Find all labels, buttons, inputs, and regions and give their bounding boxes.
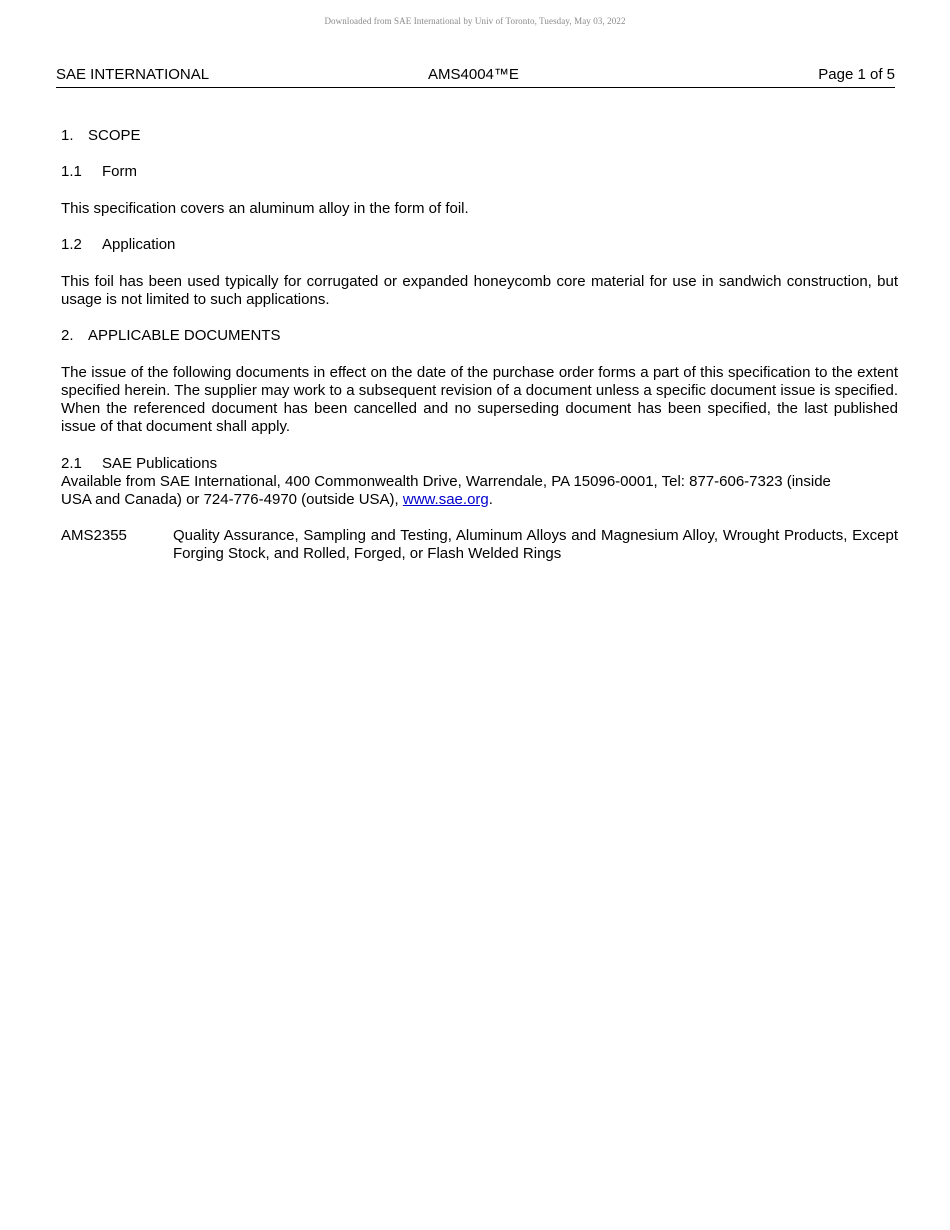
reference-code: AMS2355 — [61, 527, 127, 544]
header-organization: SAE INTERNATIONAL — [56, 66, 210, 83]
reference-item — [61, 527, 898, 563]
form-paragraph: This specification covers an aluminum alloy in the form of foil. — [61, 200, 469, 217]
section-number: 1.2 — [61, 236, 82, 253]
section-title: SCOPE — [88, 127, 141, 144]
header-page-indicator: Page 1 of 5 — [818, 66, 895, 83]
section-title: SAE Publications — [102, 455, 218, 472]
section-number: 2. — [61, 327, 74, 344]
contact-text: USA and Canada) or 724-776-4970 (outside USA), — [61, 491, 403, 508]
section-number: 1. — [61, 127, 74, 144]
section-applicable-documents-heading — [61, 327, 898, 345]
applicable-documents-paragraph: The issue of the following documents in effect on the date of the purchase order forms a part of this specification to the extent specified herein. The supplier may work to a subsequent revision of a document unless a specific document issue is specified. When the referenced document has been cancelled and no superseding document has been specified, the last published issue of that document shall apply. — [61, 364, 898, 435]
page-header — [56, 66, 895, 88]
reference-title: Quality Assurance, Sampling and Testing, Aluminum Alloys and Magnesium Alloy, Wrought Products, Except Forging Stock, and Rolled, Forged, or Flash Welded Rings — [173, 527, 898, 562]
section-title: APPLICABLE DOCUMENTS — [88, 327, 281, 344]
document-body — [61, 127, 898, 563]
section-number: 2.1 — [61, 455, 82, 472]
section-application-heading — [61, 236, 898, 254]
header-document-id: AMS4004™E — [428, 66, 519, 83]
download-watermark: Downloaded from SAE International by Univ of Toronto, Tuesday, May 03, 2022 — [324, 16, 626, 26]
sae-website-link[interactable]: www.sae.org — [402, 491, 489, 508]
section-number: 1.1 — [61, 163, 82, 180]
sae-publications-contact-line — [61, 491, 898, 509]
application-paragraph: This foil has been used typically for corrugated or expanded honeycomb core material for use in sandwich construction, but usage is not limited to such applications. — [61, 273, 898, 308]
section-form-heading — [61, 163, 898, 181]
section-scope-heading — [61, 127, 898, 145]
section-sae-publications-heading — [61, 455, 898, 473]
section-title: Form — [102, 163, 137, 180]
contact-period: . — [488, 491, 493, 508]
sae-publications-availability-line: Available from SAE International, 400 Commonwealth Drive, Warrendale, PA 15096-0001, Tel: 877-606-7323 (inside — [61, 473, 831, 490]
section-title: Application — [102, 236, 176, 253]
